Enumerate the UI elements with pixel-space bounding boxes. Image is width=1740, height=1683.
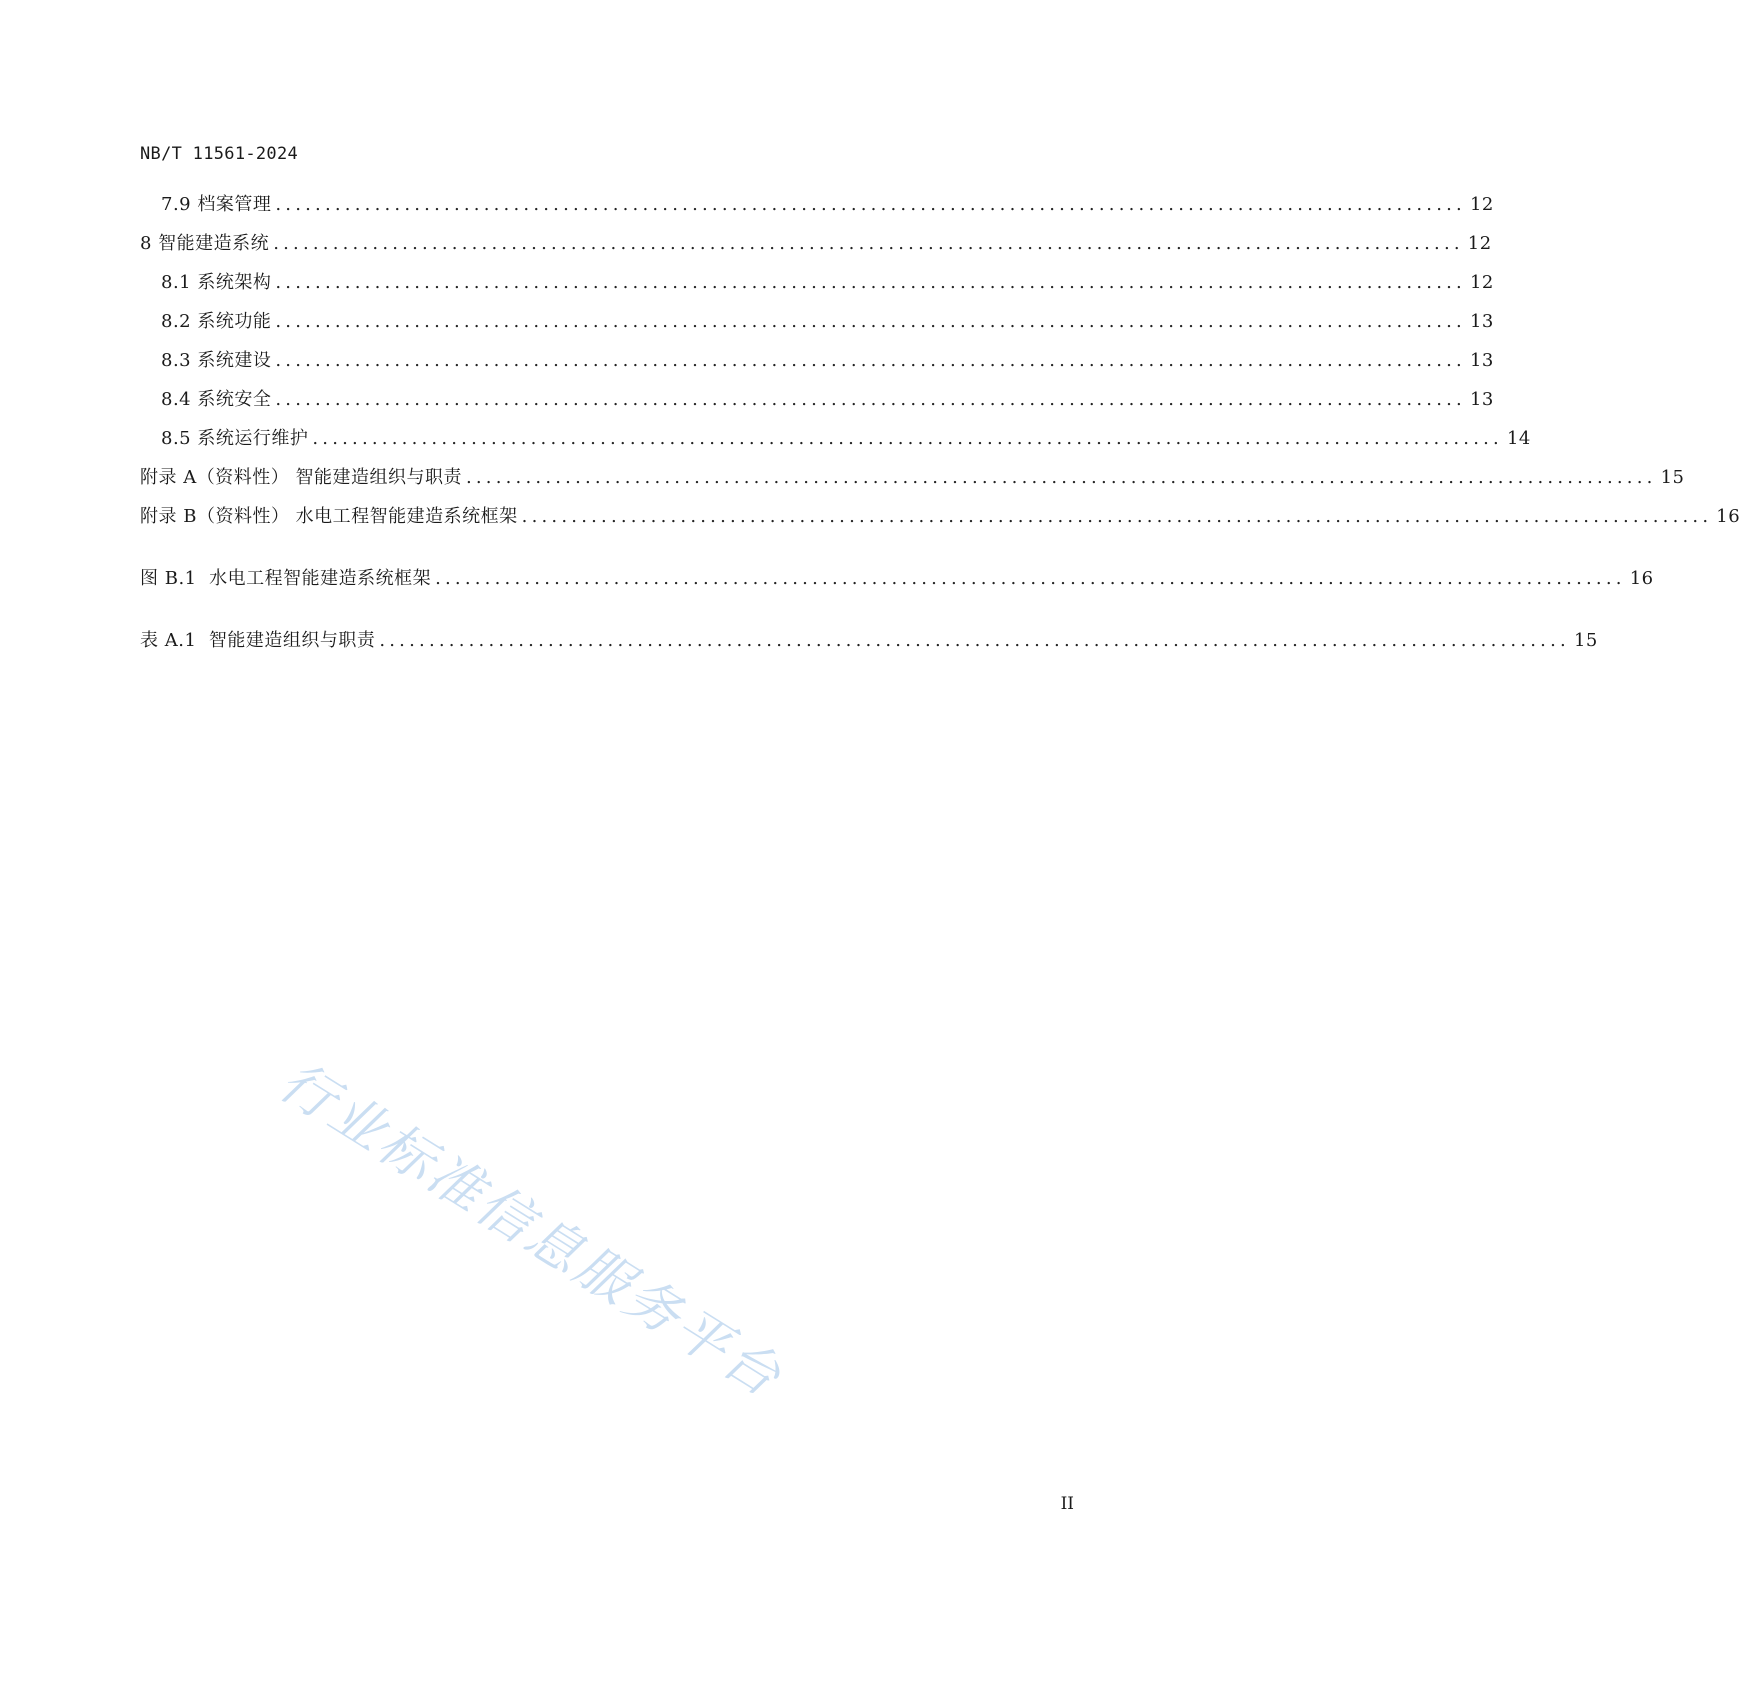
toc-leader-dots: ........................................................................................................................ [379, 630, 1570, 651]
toc-entry[interactable] [161, 193, 1494, 217]
watermark-text: 行业标准信息服务平台 [268, 1049, 795, 1411]
toc-leader-dots: ........................................................................................................................ [275, 311, 1466, 332]
toc-entry-label: 8.4 系统安全 [161, 389, 272, 410]
toc-entry-label: 8 智能建造系统 [140, 233, 270, 254]
toc-leader-dots: ........................................................................................................................ [435, 568, 1626, 589]
toc-entry[interactable] [161, 310, 1494, 334]
toc-entry-label: 8.5 系统运行维护 [161, 428, 309, 449]
toc-leader-dots: ........................................................................................................................ [275, 272, 1466, 293]
toc-leader-dots: ........................................................................................................................ [521, 506, 1713, 527]
toc-entry[interactable] [140, 629, 1598, 653]
toc-entry-page: 12 [1469, 272, 1494, 293]
toc-entry[interactable] [140, 232, 1492, 256]
toc-entry-page: 12 [1469, 194, 1494, 215]
toc-entry[interactable] [140, 466, 1685, 490]
page-number: II [1060, 1494, 1074, 1514]
toc-entry-label: 附录 B（资料性） 水电工程智能建造系统框架 [140, 506, 518, 527]
toc-leader-dots: ........................................................................................................................ [465, 467, 1657, 488]
toc-leader-dots: ........................................................................................................................ [273, 233, 1464, 254]
toc-entry-label: 图 B.1 水电工程智能建造系统框架 [140, 568, 432, 589]
toc-entry[interactable] [140, 567, 1654, 591]
toc-entry-page: 16 [1629, 568, 1654, 589]
toc-entry-page: 13 [1469, 389, 1494, 410]
toc-entry-page: 13 [1469, 311, 1494, 332]
toc-entry[interactable] [161, 349, 1494, 373]
toc-leader-dots: ........................................................................................................................ [275, 350, 1466, 371]
toc-entry-label: 8.2 系统功能 [161, 311, 272, 332]
toc-entry-label: 表 A.1 智能建造组织与职责 [140, 630, 376, 651]
toc-entry-page: 14 [1506, 428, 1531, 449]
toc-leader-dots: ........................................................................................................................ [275, 194, 1466, 215]
toc-entry-page: 13 [1469, 350, 1494, 371]
toc-leader-dots: ........................................................................................................................ [275, 389, 1466, 410]
document-code: NB/T 11561-2024 [140, 144, 299, 164]
toc-entry[interactable] [161, 271, 1494, 295]
toc-entry-page: 15 [1573, 630, 1598, 651]
toc-entry-page: 16 [1716, 506, 1740, 527]
toc-entry-page: 15 [1660, 467, 1685, 488]
toc-entry-page: 12 [1467, 233, 1492, 254]
toc-leader-dots: ........................................................................................................................ [312, 428, 1503, 449]
toc-entry-label: 7.9 档案管理 [161, 194, 272, 215]
toc-entry-label: 8.1 系统架构 [161, 272, 272, 293]
toc-entry[interactable] [161, 427, 1531, 451]
toc-entry-label: 8.3 系统建设 [161, 350, 272, 371]
toc-entry[interactable] [161, 388, 1494, 412]
toc-entry-label: 附录 A（资料性） 智能建造组织与职责 [140, 467, 462, 488]
toc-entry[interactable] [140, 505, 1740, 529]
